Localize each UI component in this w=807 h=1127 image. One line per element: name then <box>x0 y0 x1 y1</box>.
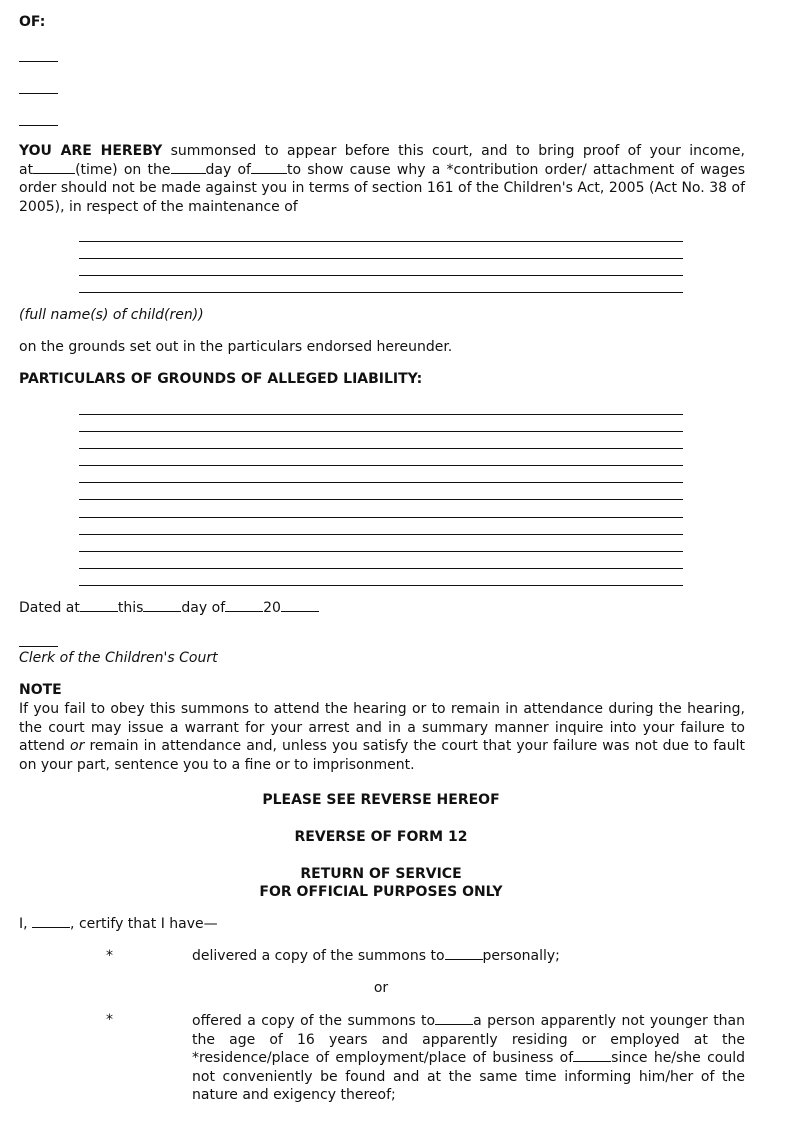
item-text: not conveniently be found and at the same time informing him/her of the <box>192 1068 745 1085</box>
note-text: the court may issue a warrant for your arrest and in a summary manner inquire into your failure to <box>19 719 745 736</box>
particulars-line <box>79 568 683 569</box>
this-label: this <box>117 600 144 616</box>
particulars-heading: PARTICULARS OF GROUNDS OF ALLEGED LIABILITY: <box>19 371 423 387</box>
signature-line <box>19 646 58 647</box>
return-of-service-heading: RETURN OF SERVICE <box>300 866 462 882</box>
year-label: 20 <box>263 600 281 616</box>
person-blank <box>435 1024 473 1025</box>
day-blank <box>143 611 181 612</box>
month-blank <box>225 611 263 612</box>
day-of-label: day of <box>205 161 251 178</box>
grounds-text: on the grounds set out in the particulars endorsed hereunder. <box>19 339 453 355</box>
particulars-line <box>79 585 683 586</box>
show-cause-text: to show cause why a *contribution order/ attachment of wages <box>286 161 745 178</box>
summons-text: summonsed to appear before this court, and to bring proof of your income, <box>170 143 745 159</box>
blank-line <box>19 125 58 126</box>
summons-paragraph <box>19 142 745 216</box>
day-of-label: day of <box>181 600 226 616</box>
summons-text: order should not be made against you in terms of section 161 of the Children's Act, 2005 (Act No. 38 of <box>19 180 745 196</box>
child-name-line <box>79 258 683 259</box>
note-or: or <box>70 738 85 754</box>
item-text: personally; <box>482 948 560 964</box>
particulars-line <box>79 414 683 415</box>
certify-line <box>19 916 218 932</box>
particulars-line <box>79 482 683 483</box>
certify-text: , certify that I have— <box>70 916 218 932</box>
at-label: at <box>19 161 34 178</box>
child-name-line <box>79 241 683 242</box>
please-see-heading: PLEASE SEE REVERSE HEREOF <box>262 792 500 808</box>
you-are-hereby: YOU ARE HEREBY <box>19 143 163 159</box>
particulars-line <box>79 499 683 500</box>
note-heading: NOTE <box>19 682 62 698</box>
dated-at-label: Dated at <box>19 600 80 616</box>
item-text: since he/she could <box>611 1050 746 1066</box>
item-text: *residence/place of employment/place of business of <box>192 1050 574 1066</box>
i-label: I, <box>19 916 28 932</box>
business-blank <box>573 1061 611 1062</box>
or-text: or <box>373 980 389 996</box>
name-blank <box>32 927 70 928</box>
particulars-line <box>79 517 683 518</box>
official-purposes-heading: FOR OFFICIAL PURPOSES ONLY <box>259 884 503 900</box>
reverse-heading: REVERSE OF FORM 12 <box>294 829 468 845</box>
day-blank <box>171 173 206 174</box>
item-text: nature and exigency thereof; <box>192 1087 396 1103</box>
child-name-line <box>79 275 683 276</box>
particulars-line <box>79 534 683 535</box>
child-name-label: (full name(s) of child(ren)) <box>19 307 204 323</box>
item-text: a person apparently not younger than <box>473 1013 746 1029</box>
particulars-line <box>79 465 683 466</box>
blank-line <box>19 93 58 94</box>
month-blank <box>251 173 287 174</box>
particulars-line <box>79 431 683 432</box>
item-offered <box>192 1012 745 1105</box>
blank-line <box>19 61 58 62</box>
of-label: OF: <box>19 14 46 30</box>
particulars-line <box>79 448 683 449</box>
dated-line <box>19 600 319 616</box>
item-bullet: * <box>106 948 113 964</box>
clerk-label: Clerk of the Children's Court <box>19 650 218 666</box>
person-blank <box>445 959 483 960</box>
item-text: delivered a copy of the summons to <box>192 948 445 964</box>
time-label: (time) on the <box>75 161 171 178</box>
particulars-line <box>79 551 683 552</box>
summons-text: 2005), in respect of the maintenance of <box>19 198 298 215</box>
note-text: attend <box>19 738 65 754</box>
item-bullet: * <box>106 1012 113 1028</box>
year-blank <box>281 611 319 612</box>
item-text: the age of 16 years and apparently residing or employed at the <box>192 1031 745 1048</box>
note-text: If you fail to obey this summons to attend the hearing or to remain in attendance during the hearing, <box>19 701 745 717</box>
time-blank <box>33 173 75 174</box>
note-text: remain in attendance and, unless you satisfy the court that your failure was not due to fault <box>89 738 746 754</box>
child-name-line <box>79 292 683 293</box>
note-text: on your part, sentence you to a fine or to imprisonment. <box>19 756 415 773</box>
item-delivered <box>192 948 560 964</box>
note-paragraph <box>19 700 745 774</box>
place-blank <box>80 611 118 612</box>
item-text: offered a copy of the summons to <box>192 1013 436 1029</box>
